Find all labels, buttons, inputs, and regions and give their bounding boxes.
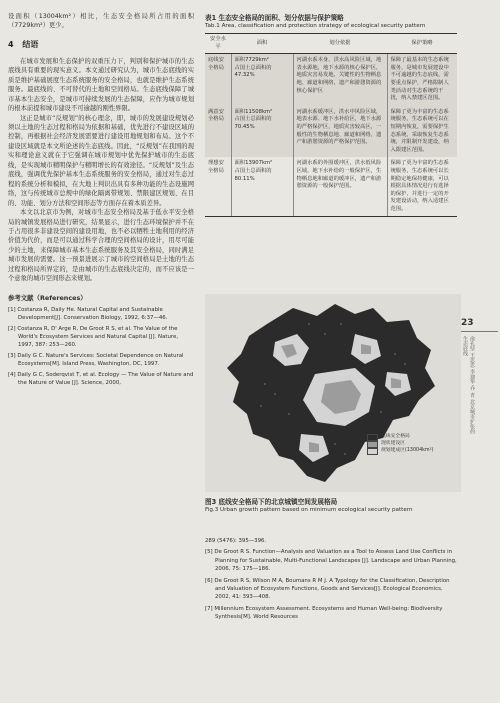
table-cell: 河湖水系缓冲区，洪水中风险区域，地表水源、地下水补给区，地下水源的严格保护区，地质灾害较高区，一般性的生物栖息地、廊道和网络，遗产和游憩资源的严格保护范围。: [293, 106, 387, 158]
table-cell: 面积7729km² 占国土总面积的47.32%: [231, 54, 293, 106]
reference-item: 289 (5476): 395—396.: [205, 538, 267, 544]
references-continued: [205, 537, 457, 625]
body-paragraph: 这正是城市“反规划”的核心理念，即，城市的发展建设规划必须以土地的生态过程和格局为依据和基础，优先进行不建设区域的控制，再根据社会经济发展需要进行建设用地规划和布局。这个不建设区域就是本文所论述的生态底线。因此，“反规划”在我国的现实和理论意义就在于它强调在城市规划中优先保护城市的生态底线，是实现城市精明保护与精明增长的有效途径。“反规划”及生态底线，强调优先保护基本生态系统服务的安全格局，通过对生态过程的系统分析和模拟，在大地上判识出具有多种功能的生态设施网络，这与传统城市总规中的绿化隔离带规划、禁限建区规划、在目的、功能、划分方法和空间形态等方面存在着本质差异。: [8, 114, 194, 207]
table-row: [205, 157, 457, 216]
table-caption-zh: 表1 生态安全格局的面积、划分依据与保护策略: [205, 14, 344, 22]
table-cell: 保障了最基本的生态系统服务，是城市发展建设中不可逾越的生态底线，需要重点保护，严格限制人类活动对生态系统的干扰，纳入禁建区范围。: [387, 54, 457, 106]
map-figure: [205, 294, 461, 492]
left-column: [8, 12, 194, 389]
reference-item: [4] Daily G C, Soderqvist T, et al. Ecology — The Value of Nature and the Nature of Value [J]. Science, 2000,: [8, 371, 194, 386]
legend-label: 底线安全格局: [381, 434, 410, 440]
legend-swatch: [367, 434, 378, 441]
security-pattern-table: [205, 34, 457, 216]
map-legend: [367, 434, 459, 455]
legend-item: [367, 434, 459, 441]
section-title: 结语: [22, 39, 39, 49]
legend-label: 现状建设区: [381, 441, 405, 447]
table-header-cell: 面积: [231, 34, 293, 54]
table-header-cell: 保护策略: [387, 34, 457, 54]
table-cell: 面积11508km² 占国土总面积的70.45%: [231, 106, 293, 158]
legend-swatch: [367, 441, 378, 448]
table-cell: 河湖水系本身，洪水高风险区域，地表水源地，地下水源的核心保护区，地质灾害易发地，关键性的生物栖息地、廊道和网络，遗产和游憩资源的核心保护区: [293, 54, 387, 106]
reference-item: [3] Daily G C. Nature's Services: Societal Dependence on Natural Ecosystems[M]. Island Press, Washington, DC, 1997.: [8, 352, 184, 368]
section-number: 4: [8, 39, 14, 49]
legend-item: [367, 448, 459, 455]
intro-text: 设面积（13004km²）相比，生态安全格局所占用的面积（7729km²）更少。: [8, 13, 194, 30]
figure-caption-en: Fig.3 Urban growth pattern based on minimum ecological security pattern: [205, 507, 413, 513]
beijing-map: [205, 294, 461, 492]
side-rule: [461, 331, 498, 332]
page-number: 23: [461, 318, 474, 328]
legend-label: 规划建成区(13004km²): [381, 448, 434, 454]
table-cell: 保障了更为丰富的生态系统服务，生态系统可以长期稳定地保持健康，可以根据具体情况进行有选择的保护，并进行一定的开发建设活动，纳入适建区范围。: [390, 160, 449, 212]
reference-item: [7] Millennium Ecosystem Assessment. Ecosystems and Human Well-being: Biodiversity Synthesis[M]. World Resources: [205, 605, 443, 621]
section-heading: [8, 39, 194, 50]
table-cell: 河湖水系的外围缓冲区，洪水低风险区域，地下水补给的一般保护区，生物栖息地和廊道的缓冲区，遗产和游憩资源的一般保护范围。: [293, 157, 387, 216]
table-row: [205, 54, 457, 106]
table-header-cell: 划分依据: [293, 34, 387, 54]
reference-item: [1] Costanza R, Daily He. Natural Capital and Sustainable Development[J]. Conservation Biology, 1992, 6:37—46.: [8, 306, 168, 322]
table-header-cell: 安全水平: [205, 34, 231, 54]
table-cell: 底线安全格局: [205, 54, 231, 106]
side-tab: [461, 318, 498, 436]
figure-caption-zh: 图3 底线安全格局下的北京城镇空间发展格局: [205, 498, 338, 506]
table-cell: 满意安全格局: [205, 106, 231, 158]
reference-item: [5] De Groot R S. Function—Analysis and Valuation as a Tool to Assess Land Use Conflicts in Planning for Sustainable, Multi-Functional Landscapes [J]. Landscape and Urban Planning, 2006, 75: 175—186.: [205, 549, 457, 573]
table-wrapper: [205, 33, 457, 217]
body-paragraph: 在城市发展和生态保护的双重压力下，判别和保护城市的生态底线具有重要的现实意义。本文通过研究认为，城市生态底线的实质是维护基础展度生态系统服务的安全格局，也就是维护生态系统服务。最底线的、不可替代的土地和空间格局。生态底线保障了城市基本生态安全，是城市可持续发展的生态保障，应作为城市规划的根本前提和城市建设不可逾越的刚性界限。: [8, 57, 194, 113]
table-row: [205, 106, 457, 158]
reference-item: [6] De Groot R S, Wilson M A, Boumans R M J. A Typology for the Classification, Description and Valuation of Ecosystem Functions, Goods and Services[J]. Ecological Economics, 2002, 41: 393—408.: [205, 577, 450, 601]
reference-item: [2] Costanza R, D' Arge R, De Groot R S, et al. The Value of the World's Ecosystem Services and Natural Capital [J]. Nature, 1997, 387: 253—260.: [8, 325, 179, 349]
body-paragraph: 本文以北京市为例，对城市生态安全格局及基于低水平安全格局的城镇发展格局进行研究，结果显示，进行生态环境保护并不在于占用很多非建设空间的建设用地，也不必以牺牲土地利用的经济价值为代价，而是可以通过科学合理的空间格局的设计，用尽可能少的土地，来保障城市基本生态系统服务及其安全格局，同时满足城市发展的需要。这一预景进展示了城市的空间格局是土地的生态过程和格局所界定的，是由城市的生态底线决定的，而不应该是一个意象的城市空间形态来规划。: [8, 209, 194, 283]
table-caption-en: Tab.1 Area, classification and protection strategy of ecological security pattern: [205, 23, 426, 29]
table-cell: 面积13907km² 占国土总面积的80.11%: [231, 157, 293, 216]
right-column: [205, 12, 457, 217]
table-cell: 保障了更为丰富的生态系统服务，生态系统可以在短期内恢复，需要保护生态系统，采取恢复生态系统，并限制开发建设，纳入限建区范围。: [387, 106, 457, 158]
table-header-row: [205, 34, 457, 54]
running-title: 俞孔坚 王思思 李迪华 乔 青 北京城市扩张的生态底线: [462, 336, 475, 434]
legend-swatch: [367, 448, 378, 455]
legend-item: [367, 441, 459, 448]
figure-caption: [205, 496, 461, 514]
table-cell: 理想安全格局: [205, 157, 231, 216]
references-heading: 参考文献（References）: [8, 293, 87, 302]
